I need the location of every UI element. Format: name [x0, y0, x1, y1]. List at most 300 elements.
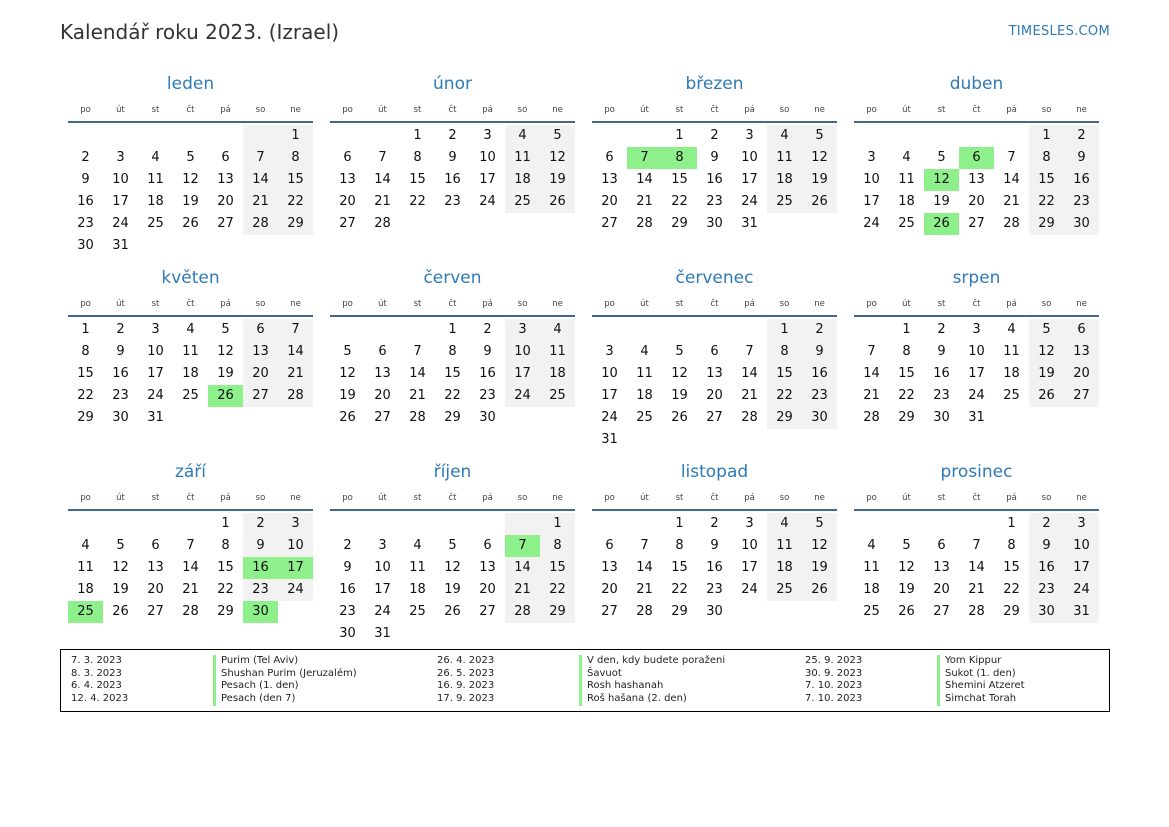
empty-cell [278, 601, 313, 623]
day-cell: 5 [221, 322, 230, 337]
day-cell: 23 [479, 388, 496, 403]
day-cell: 27 [243, 385, 278, 407]
day-cell: 23 [802, 385, 837, 407]
day-cell: 25 [1003, 388, 1020, 403]
day-cell: 6 [605, 538, 614, 553]
day-cell: 31 [374, 626, 391, 641]
day-cell: 4 [640, 344, 649, 359]
month-10 [592, 460, 837, 623]
day-cell: 8 [81, 344, 90, 359]
day-cell: 2 [448, 128, 457, 143]
site-link[interactable]: TIMESLES.COM [1008, 24, 1110, 39]
day-cell: 15 [898, 366, 915, 381]
day-cell: 11 [505, 147, 540, 169]
day-cell: 29 [217, 604, 234, 619]
day-cell: 26 [540, 191, 575, 213]
day-cell: 5 [937, 150, 946, 165]
day-cell: 8 [767, 341, 802, 363]
header-rule [854, 509, 1099, 511]
legend-date: 7. 10. 2023 [805, 680, 863, 692]
day-cell: 14 [636, 560, 653, 575]
empty-cell [138, 513, 173, 535]
day-cell: 15 [217, 560, 234, 575]
weekday-label: po [866, 299, 877, 309]
day-cell: 20 [243, 363, 278, 385]
month-name: říjen [433, 462, 472, 482]
day-cell: 15 [540, 557, 575, 579]
weekday-label: pá [744, 493, 755, 503]
day-cell: 18 [1003, 366, 1020, 381]
day-cell: 29 [767, 407, 802, 429]
day-cell: 15 [77, 366, 94, 381]
weekday-label: čt [186, 105, 195, 115]
day-cell: 1 [1007, 516, 1016, 531]
day-cell: 11 [182, 344, 199, 359]
day-cell: 3 [278, 513, 313, 535]
day-cell: 12 [802, 535, 837, 557]
day-cell: 24 [479, 194, 496, 209]
weekday-label: po [80, 105, 91, 115]
day-cell: 4 [81, 538, 90, 553]
weekday-label: st [151, 299, 160, 309]
day-cell: 2 [243, 513, 278, 535]
day-cell: 28 [1003, 216, 1020, 231]
day-cell: 9 [710, 150, 719, 165]
day-cell: 5 [540, 125, 575, 147]
empty-cell [540, 213, 575, 235]
day-cell: 9 [710, 538, 719, 553]
legend-date: 7. 3. 2023 [71, 655, 122, 666]
day-cell: 3 [745, 128, 754, 143]
empty-cell [802, 429, 837, 451]
weekday-label: so [517, 105, 528, 115]
day-cell: 1 [448, 322, 457, 337]
legend-holiday-name: Pesach (den 7) [213, 693, 357, 706]
day-cell: 9 [483, 344, 492, 359]
month-2 [592, 72, 837, 235]
day-cell: 12 [339, 366, 356, 381]
weekday-header [330, 296, 575, 312]
day-cell: 26 [339, 410, 356, 425]
day-cell: 11 [147, 172, 164, 187]
day-cell: 6 [937, 538, 946, 553]
day-cell: 7 [413, 344, 422, 359]
weekday-label: so [779, 493, 790, 503]
month-name: červen [423, 268, 482, 288]
day-cell: 8 [540, 535, 575, 557]
day-cell: 15 [1029, 169, 1064, 191]
day-cell: 30 [933, 410, 950, 425]
weekday-label: st [151, 105, 160, 115]
day-cell: 13 [479, 560, 496, 575]
day-cell: 19 [182, 194, 199, 209]
empty-cell [435, 213, 470, 235]
day-cell: 13 [243, 341, 278, 363]
day-cell: 26 [924, 213, 959, 235]
day-cell: 28 [636, 604, 653, 619]
weekday-label: čt [448, 493, 457, 503]
day-cell: 20 [933, 582, 950, 597]
weekday-label: pá [220, 105, 231, 115]
empty-cell [173, 235, 208, 257]
empty-cell [854, 125, 889, 147]
day-cell: 9 [1029, 535, 1064, 557]
weekday-label: ne [1076, 299, 1087, 309]
legend-dates [437, 655, 494, 706]
month-9 [330, 460, 575, 645]
day-cell: 30 [339, 626, 356, 641]
day-cell: 19 [339, 388, 356, 403]
month-name: listopad [680, 462, 749, 482]
day-cell: 16 [802, 363, 837, 385]
day-cell: 3 [867, 150, 876, 165]
empty-cell [540, 407, 575, 429]
empty-cell [592, 125, 627, 147]
day-cell: 25 [68, 601, 103, 623]
day-cell: 26 [444, 604, 461, 619]
weekday-label: po [342, 299, 353, 309]
day-cell: 17 [601, 388, 618, 403]
empty-cell [243, 235, 278, 257]
day-cell: 18 [863, 582, 880, 597]
day-cell: 7 [243, 147, 278, 169]
weekday-label: po [604, 105, 615, 115]
day-cell: 1 [902, 322, 911, 337]
day-cell: 3 [483, 128, 492, 143]
day-cell: 20 [1064, 363, 1099, 385]
day-cell: 14 [968, 560, 985, 575]
day-cell: 27 [706, 410, 723, 425]
days-grid [68, 125, 313, 257]
day-cell: 17 [1064, 557, 1099, 579]
weekday-header [68, 490, 313, 506]
header-rule [330, 509, 575, 511]
day-cell: 22 [278, 191, 313, 213]
day-cell: 6 [1064, 319, 1099, 341]
day-cell: 26 [208, 385, 243, 407]
empty-cell [243, 407, 278, 429]
day-cell: 18 [182, 366, 199, 381]
day-cell: 26 [898, 604, 915, 619]
weekday-label: st [937, 105, 946, 115]
empty-cell [767, 213, 802, 235]
weekday-header [68, 296, 313, 312]
month-11 [854, 460, 1099, 623]
empty-cell [278, 407, 313, 429]
weekday-label: út [640, 105, 649, 115]
day-cell: 6 [343, 150, 352, 165]
day-cell: 21 [243, 191, 278, 213]
day-cell: 20 [706, 388, 723, 403]
day-cell: 15 [409, 172, 426, 187]
weekday-label: ne [814, 493, 825, 503]
day-cell: 1 [767, 319, 802, 341]
day-cell: 14 [636, 172, 653, 187]
day-cell: 13 [339, 172, 356, 187]
day-cell: 3 [378, 538, 387, 553]
day-cell: 13 [147, 560, 164, 575]
day-cell: 19 [540, 169, 575, 191]
weekday-label: po [80, 299, 91, 309]
day-cell: 11 [863, 560, 880, 575]
day-cell: 7 [1007, 150, 1016, 165]
day-cell: 25 [540, 385, 575, 407]
weekday-label: čt [710, 493, 719, 503]
weekday-label: so [255, 105, 266, 115]
day-cell: 3 [116, 150, 125, 165]
legend-holiday-name: Simchat Torah [937, 693, 1025, 706]
day-cell: 24 [601, 410, 618, 425]
day-cell: 6 [959, 147, 994, 169]
legend-holiday-name: Pesach (1. den) [213, 680, 357, 693]
day-cell: 3 [151, 322, 160, 337]
weekday-label: út [640, 299, 649, 309]
day-cell: 12 [112, 560, 129, 575]
day-cell: 21 [182, 582, 199, 597]
day-cell: 5 [1029, 319, 1064, 341]
weekday-header [592, 296, 837, 312]
weekday-label: pá [482, 105, 493, 115]
day-cell: 31 [147, 410, 164, 425]
day-cell: 19 [802, 557, 837, 579]
day-cell: 13 [601, 172, 618, 187]
days-grid [330, 319, 575, 429]
day-cell: 28 [863, 410, 880, 425]
day-cell: 19 [112, 582, 129, 597]
weekday-label: ne [552, 299, 563, 309]
day-cell: 13 [1064, 341, 1099, 363]
day-cell: 6 [243, 319, 278, 341]
day-cell: 18 [505, 169, 540, 191]
day-cell: 3 [605, 344, 614, 359]
day-cell: 8 [675, 538, 684, 553]
weekday-header [854, 490, 1099, 506]
weekday-label: ne [552, 493, 563, 503]
day-cell: 12 [540, 147, 575, 169]
day-cell: 16 [243, 557, 278, 579]
days-grid [592, 319, 837, 451]
days-grid [592, 513, 837, 623]
month-name: srpen [952, 268, 1001, 288]
day-cell: 7 [627, 147, 662, 169]
day-cell: 19 [444, 582, 461, 597]
legend-holiday-name: Shemini Atzeret [937, 680, 1025, 693]
day-cell: 1 [675, 128, 684, 143]
day-cell: 16 [933, 366, 950, 381]
day-cell: 8 [1029, 147, 1064, 169]
legend-date: 6. 4. 2023 [71, 680, 122, 692]
empty-cell [592, 319, 627, 341]
day-cell: 25 [182, 388, 199, 403]
day-cell: 27 [1064, 385, 1099, 407]
day-cell: 2 [483, 322, 492, 337]
day-cell: 30 [243, 601, 278, 623]
day-cell: 26 [112, 604, 129, 619]
empty-cell [889, 125, 924, 147]
empty-cell [1029, 407, 1064, 429]
legend-date: 26. 4. 2023 [437, 655, 495, 666]
day-cell: 13 [968, 172, 985, 187]
weekday-header [854, 102, 1099, 118]
day-cell: 4 [186, 322, 195, 337]
weekday-label: st [675, 105, 684, 115]
day-cell: 7 [867, 344, 876, 359]
day-cell: 15 [1003, 560, 1020, 575]
month-name: březen [685, 74, 744, 94]
day-cell: 23 [112, 388, 129, 403]
weekday-label: čt [448, 299, 457, 309]
day-cell: 23 [339, 604, 356, 619]
day-cell: 14 [278, 341, 313, 363]
day-cell: 27 [601, 604, 618, 619]
weekday-label: so [779, 299, 790, 309]
month-name: červenec [675, 268, 754, 288]
day-cell: 17 [278, 557, 313, 579]
day-cell: 15 [278, 169, 313, 191]
legend-holiday-name: Roš hašana (2. den) [579, 693, 725, 706]
header-rule [330, 121, 575, 123]
weekday-label: pá [744, 105, 755, 115]
day-cell: 9 [116, 344, 125, 359]
day-cell: 29 [278, 213, 313, 235]
day-cell: 28 [374, 216, 391, 231]
day-cell: 16 [706, 560, 723, 575]
day-cell: 11 [898, 172, 915, 187]
empty-cell [470, 623, 505, 645]
weekday-header [854, 296, 1099, 312]
day-cell: 25 [767, 579, 802, 601]
weekday-label: st [413, 299, 422, 309]
empty-cell [627, 125, 662, 147]
weekday-label: út [902, 105, 911, 115]
day-cell: 19 [1029, 363, 1064, 385]
day-cell: 6 [710, 344, 719, 359]
empty-cell [767, 429, 802, 451]
empty-cell [365, 513, 400, 535]
day-cell: 10 [1064, 535, 1099, 557]
day-cell: 4 [540, 319, 575, 341]
month-5 [330, 266, 575, 429]
weekday-label: po [866, 493, 877, 503]
day-cell: 4 [767, 125, 802, 147]
day-cell: 27 [968, 216, 985, 231]
day-cell: 27 [147, 604, 164, 619]
day-cell: 24 [147, 388, 164, 403]
weekday-label: so [255, 493, 266, 503]
day-cell: 21 [863, 388, 880, 403]
day-cell: 25 [147, 216, 164, 231]
day-cell: 13 [217, 172, 234, 187]
day-cell: 4 [867, 538, 876, 553]
day-cell: 17 [374, 582, 391, 597]
day-cell: 30 [1029, 601, 1064, 623]
empty-cell [365, 125, 400, 147]
day-cell: 10 [505, 341, 540, 363]
day-cell: 20 [147, 582, 164, 597]
legend-holiday-name: Purim (Tel Aviv) [213, 655, 357, 668]
legend-date: 12. 4. 2023 [71, 693, 129, 705]
day-cell: 5 [802, 125, 837, 147]
day-cell: 5 [186, 150, 195, 165]
empty-cell [802, 213, 837, 235]
day-cell: 16 [444, 172, 461, 187]
weekday-label: út [378, 105, 387, 115]
empty-cell [138, 125, 173, 147]
empty-cell [627, 319, 662, 341]
day-cell: 2 [81, 150, 90, 165]
day-cell: 23 [77, 216, 94, 231]
weekday-label: út [116, 493, 125, 503]
day-cell: 14 [374, 172, 391, 187]
day-cell: 26 [182, 216, 199, 231]
empty-cell [732, 601, 767, 623]
day-cell: 6 [221, 150, 230, 165]
day-cell: 16 [1029, 557, 1064, 579]
empty-cell [1064, 407, 1099, 429]
day-cell: 13 [706, 366, 723, 381]
weekday-label: st [413, 493, 422, 503]
weekday-label: čt [448, 105, 457, 115]
weekday-label: ne [290, 299, 301, 309]
day-cell: 12 [802, 147, 837, 169]
empty-cell [959, 513, 994, 535]
weekday-label: po [80, 493, 91, 503]
day-cell: 30 [77, 238, 94, 253]
weekday-label: čt [186, 299, 195, 309]
empty-cell [662, 429, 697, 451]
day-cell: 8 [902, 344, 911, 359]
day-cell: 24 [505, 385, 540, 407]
day-cell: 25 [409, 604, 426, 619]
day-cell: 6 [483, 538, 492, 553]
empty-cell [470, 213, 505, 235]
weekday-label: pá [482, 493, 493, 503]
month-6 [592, 266, 837, 451]
weekday-header [330, 102, 575, 118]
day-cell: 15 [671, 172, 688, 187]
empty-cell [173, 125, 208, 147]
weekday-label: so [517, 299, 528, 309]
day-cell: 31 [1064, 601, 1099, 623]
day-cell: 5 [802, 513, 837, 535]
day-cell: 14 [505, 557, 540, 579]
month-8 [68, 460, 313, 623]
weekday-label: čt [186, 493, 195, 503]
weekday-label: so [1041, 299, 1052, 309]
empty-cell [208, 125, 243, 147]
day-cell: 14 [243, 169, 278, 191]
weekday-label: čt [972, 493, 981, 503]
day-cell: 7 [378, 150, 387, 165]
weekday-header [330, 490, 575, 506]
day-cell: 18 [898, 194, 915, 209]
day-cell: 14 [863, 366, 880, 381]
day-cell: 29 [1029, 213, 1064, 235]
day-cell: 8 [662, 147, 697, 169]
empty-cell [732, 429, 767, 451]
day-cell: 19 [671, 388, 688, 403]
day-cell: 29 [77, 410, 94, 425]
weekday-label: po [342, 493, 353, 503]
day-cell: 20 [601, 582, 618, 597]
weekday-label: út [902, 493, 911, 503]
weekday-header [68, 102, 313, 118]
day-cell: 10 [112, 172, 129, 187]
days-grid [592, 125, 837, 235]
empty-cell [662, 319, 697, 341]
weekday-label: po [604, 493, 615, 503]
weekday-label: ne [290, 105, 301, 115]
